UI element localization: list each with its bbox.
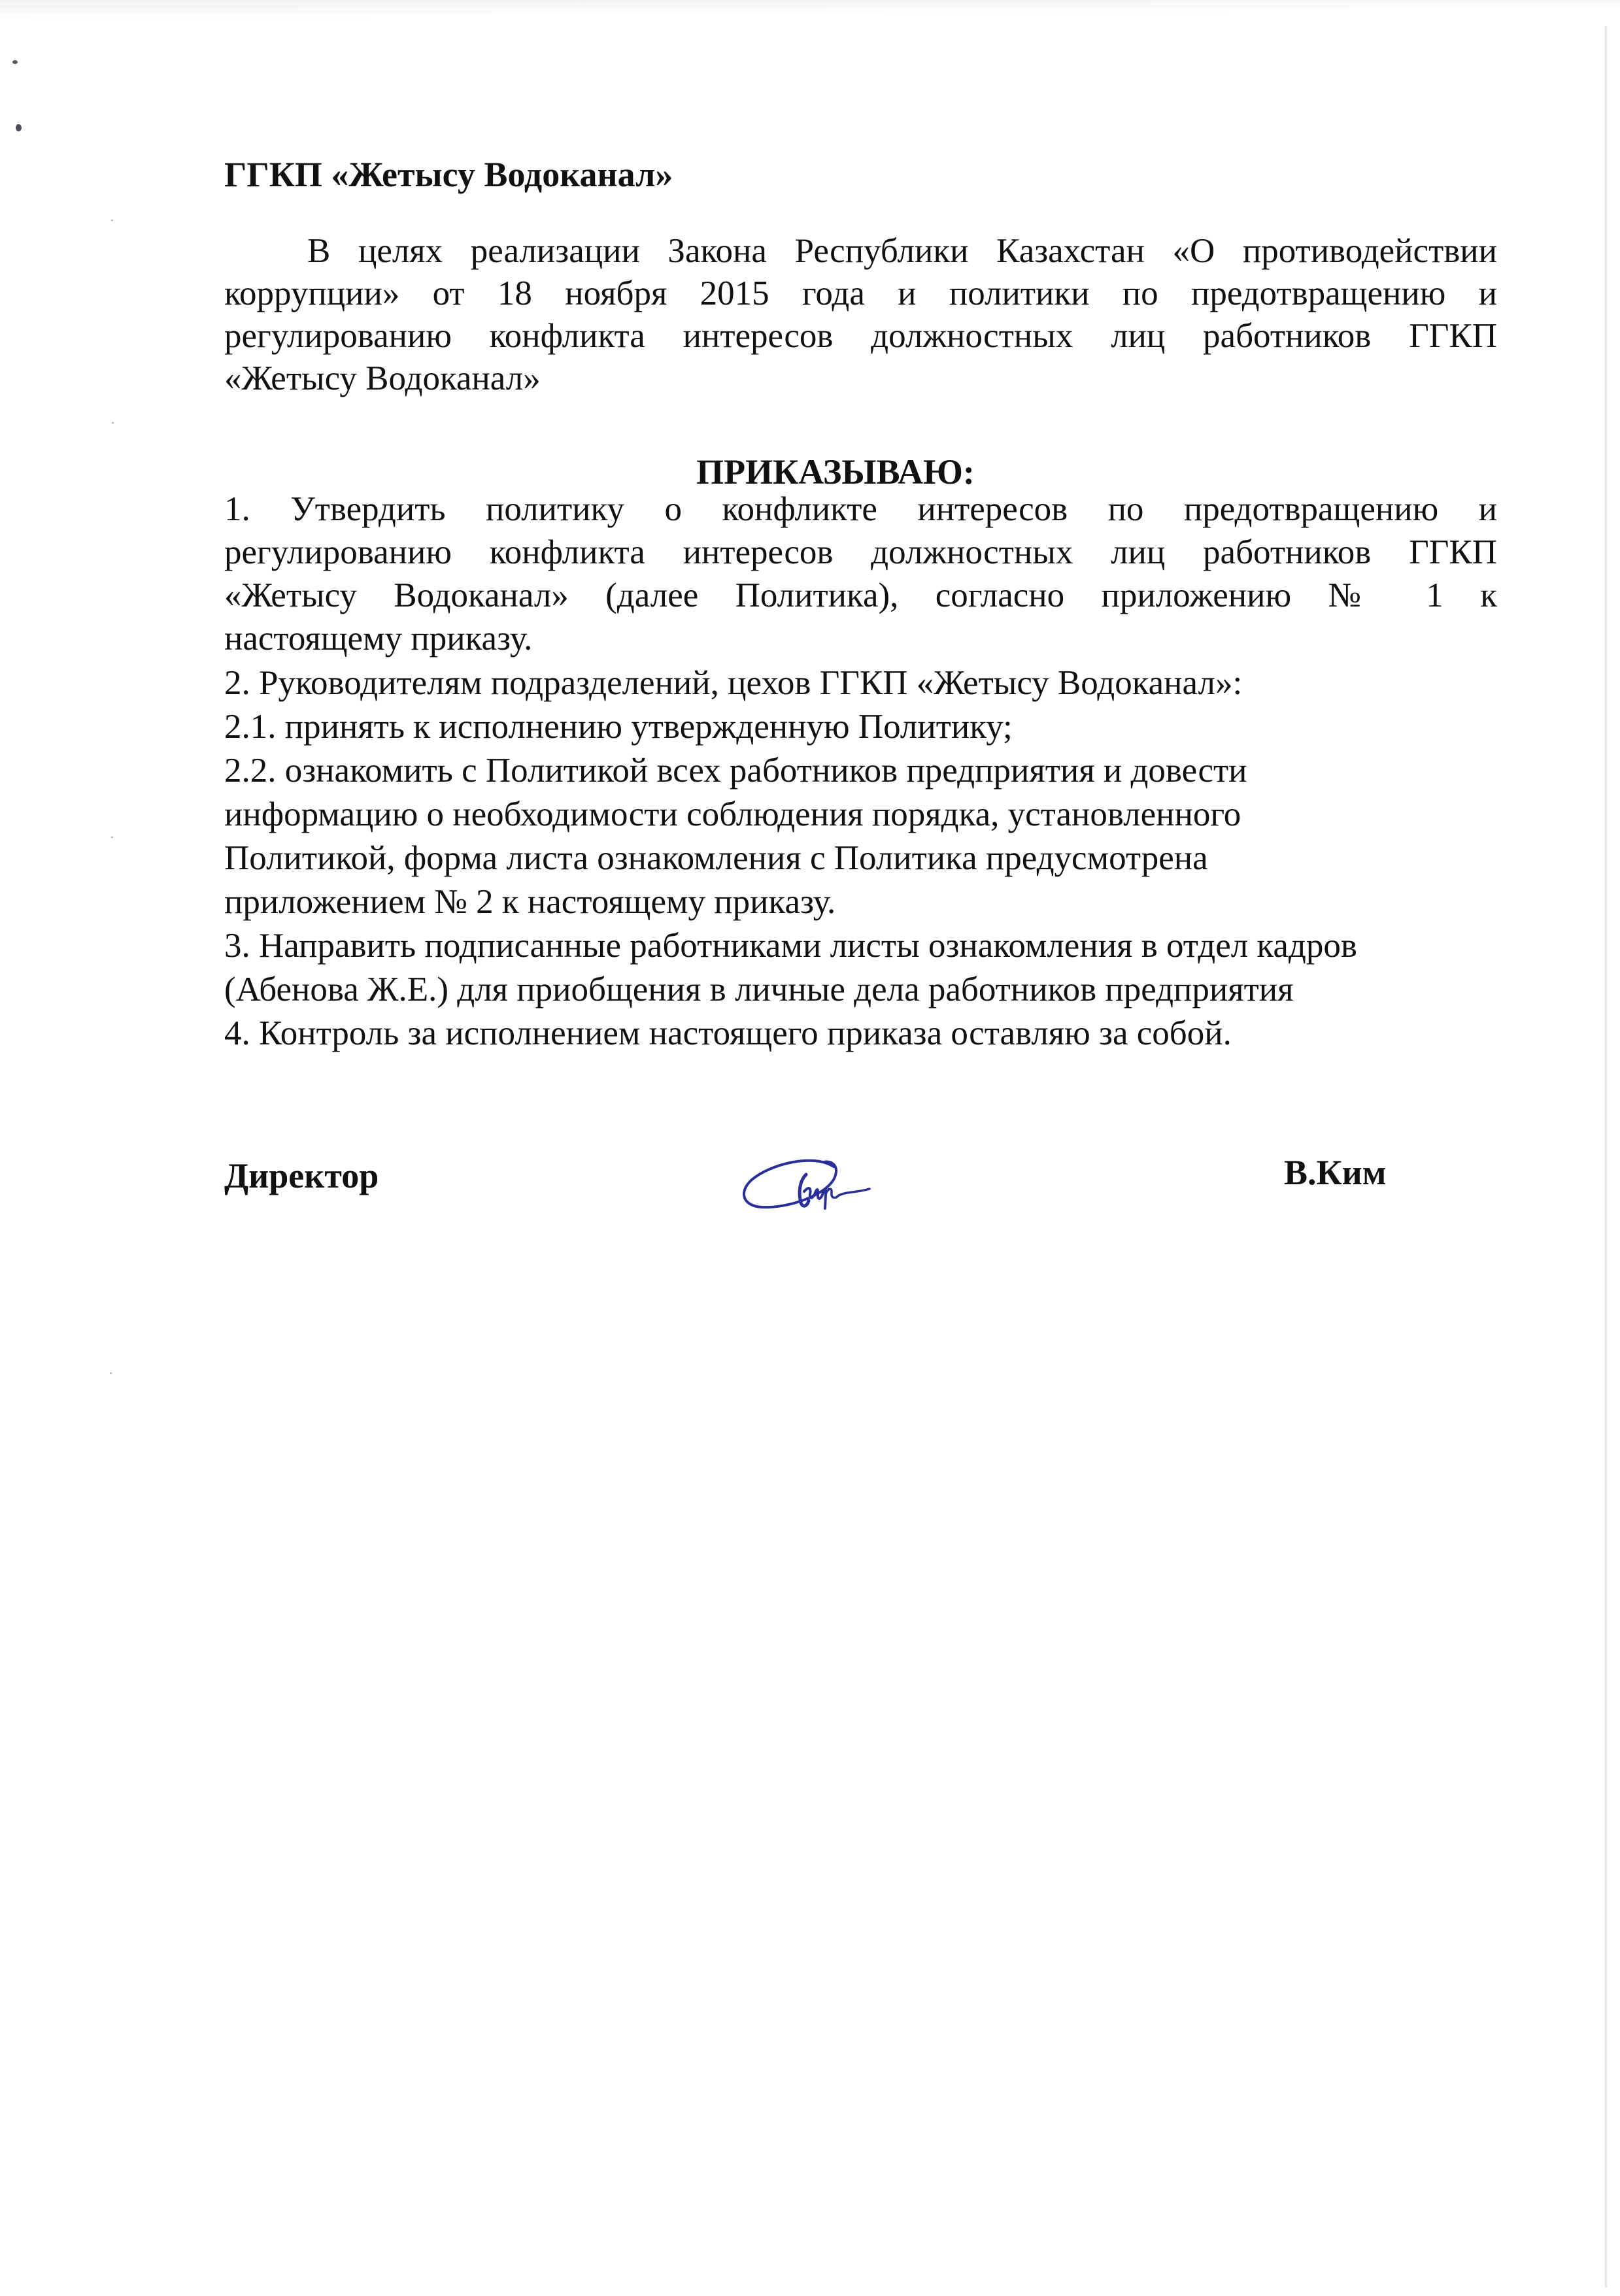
preamble-line: коррупции» от 18 ноября 2015 года и политики по предотвращению и	[224, 275, 1497, 312]
scan-speck	[16, 124, 22, 131]
order-item-2-1: 2.1. принять к исполнению утвержденную Политику;	[224, 708, 1013, 746]
scan-edge-line	[1605, 26, 1607, 2288]
order-item-1-line: регулированию конфликта интересов должностных лиц работников ГГКП	[224, 533, 1497, 571]
order-item-2-2-line: информацию о необходимости соблюдения порядка, установленного	[224, 795, 1241, 833]
signatory-name: В.Ким	[1284, 1153, 1387, 1192]
scan-speck	[111, 220, 113, 221]
order-item-1-line: настоящему приказу.	[224, 620, 533, 657]
order-item-2-2-line: приложением № 2 к настоящему приказу.	[224, 883, 836, 921]
scan-speck	[112, 422, 114, 424]
preamble-line: «Жетысу Водоканал»	[224, 359, 541, 397]
organization-title: ГГКП «Жетысу Водоканал»	[224, 155, 673, 194]
order-item-4: 4. Контроль за исполнением настоящего приказа оставляю за собой.	[224, 1014, 1232, 1052]
scan-speck	[110, 1373, 112, 1374]
order-item-2: 2. Руководителям подразделений, цехов ГГКП «Жетысу Водоканал»:	[224, 664, 1243, 702]
scan-speck	[111, 837, 113, 838]
scan-edge-shading	[0, 0, 1620, 20]
order-item-1-line: 1. Утвердить политику о конфликте интересов по предотвращению и	[224, 490, 1497, 528]
handwritten-signature	[735, 1140, 905, 1219]
order-item-3-line: 3. Направить подписанные работниками листы ознакомления в отдел кадров	[224, 927, 1357, 965]
scan-speck	[12, 60, 18, 64]
order-heading: ПРИКАЗЫВАЮ:	[696, 452, 975, 491]
signatory-role: Директор	[224, 1156, 379, 1195]
preamble-line: регулированию конфликта интересов должностных лиц работников ГГКП	[224, 317, 1497, 355]
order-item-2-2-line: 2.2. ознакомить с Политикой всех работников предприятия и довести	[224, 752, 1247, 790]
order-item-1-line: «Жетысу Водоканал» (далее Политика), согласно приложению № 1 к	[224, 576, 1497, 614]
order-item-3-line: (Абенова Ж.Е.) для приобщения в личные дела работников предприятия	[224, 971, 1294, 1008]
order-item-2-2-line: Политикой, форма листа ознакомления с Политика предусмотрена	[224, 839, 1208, 877]
preamble-line: В целях реализации Закона Республики Казахстан «О противодействии	[307, 232, 1497, 270]
